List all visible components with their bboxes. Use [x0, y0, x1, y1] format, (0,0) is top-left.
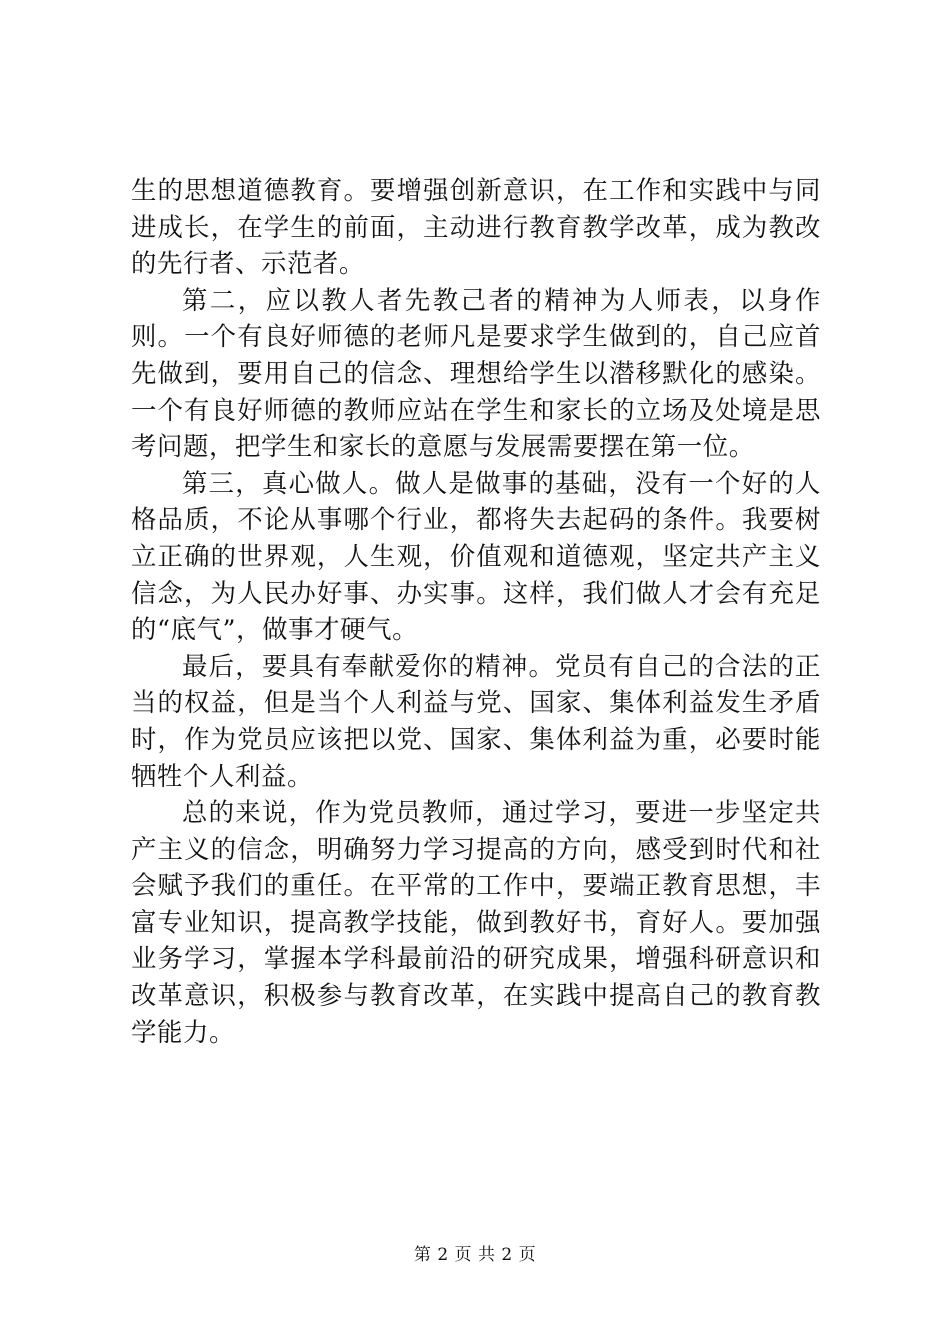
paragraph-second-point: 第二，应以教人者先教己者的精神为人师表，以身作则。一个有良好师德的老师凡是要求学生做到的，自己应首先做到，要用自己的信念、理想给学生以潜移默化的感染。一个有良好师德的教师应站在学生和家长的立场及处境是思考问题，把学生和家长的意愿与发展需要摆在第一位。 — [131, 284, 821, 462]
paragraph-summary: 总的来说，作为党员教师，通过学习，要进一步坚定共产主义的信念，明确努力学习提高的方向，感受到时代和社会赋予我们的重任。在平常的工作中，要端正教育思想，丰富专业知识，提高教学技能，做到教好书，育好人。要加强业务学习，掌握本学科最前沿的研究成果，增强科研意识和改革意识，积极参与教育改革，在实践中提高自己的教育教学能力。 — [131, 797, 821, 1047]
paragraph-finally: 最后，要具有奉献爱你的精神。党员有自己的合法的正当的权益，但是当个人利益与党、国家、集体利益发生矛盾时，作为党员应该把以党、国家、集体利益为重，必要时能牺牲个人利益。 — [131, 650, 821, 791]
paragraph-third-point: 第三，真心做人。做人是做事的基础，没有一个好的人格品质，不论从事哪个行业，都将失去起码的条件。我要树立正确的世界观，人生观，价值观和道德观，坚定共产主义信念，为人民办好事、办实事。这样，我们做人才会有充足的“底气”，做事才硬气。 — [131, 467, 821, 645]
page-number-footer: 第 2 页 共 2 页 — [413, 1245, 537, 1265]
paragraph-continuation: 生的思想道德教育。要增强创新意识，在工作和实践中与同进成长，在学生的前面，主动进行教育教学改革，成为教改的先行者、示范者。 — [131, 175, 821, 279]
document-body — [131, 172, 821, 1050]
